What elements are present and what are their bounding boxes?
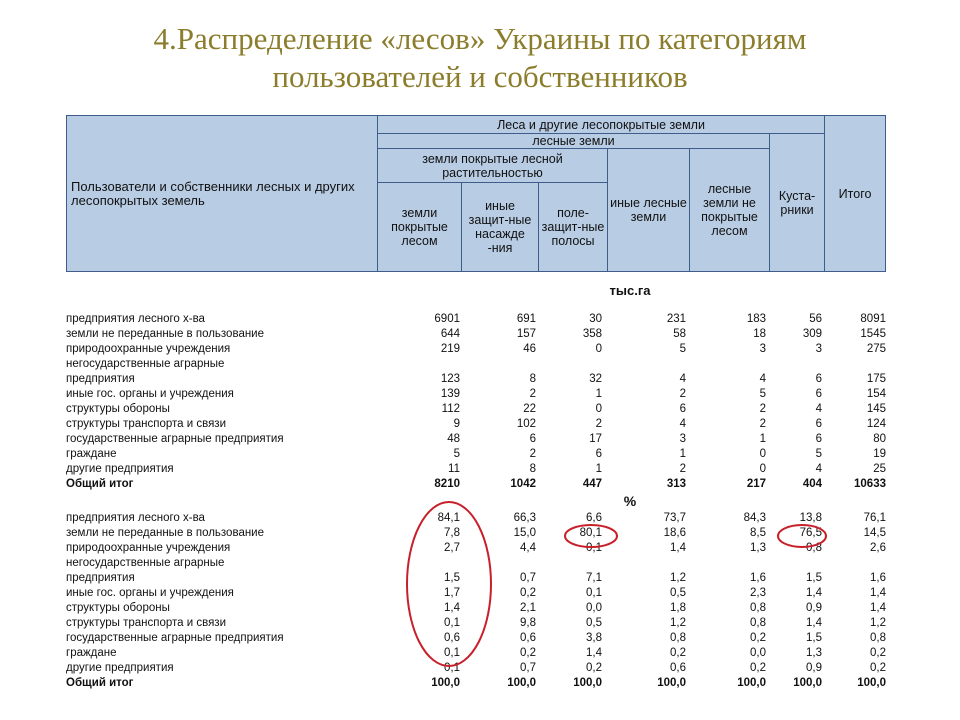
absolute-values-block xyxy=(66,312,888,492)
cell-value: 0,0 xyxy=(750,647,766,659)
cell-value: 219 xyxy=(440,343,460,355)
cell-value: 1,4 xyxy=(806,617,822,629)
table-row xyxy=(66,357,888,372)
cell-value: 7,1 xyxy=(586,572,602,584)
table-row xyxy=(66,601,888,616)
cell-value: 0,2 xyxy=(520,647,536,659)
header-protective-plantings: иные защит-ные насажде -ния xyxy=(462,183,539,272)
cell-value: 1,6 xyxy=(870,572,886,584)
cell-value: 8091 xyxy=(860,313,886,325)
cell-value: 100,0 xyxy=(573,677,602,689)
percent-label: % xyxy=(623,493,637,509)
cell-value: 154 xyxy=(866,388,886,400)
cell-value: 9,8 xyxy=(520,617,536,629)
table-row xyxy=(66,402,888,417)
header-shelterbelts: поле-защит-ные полосы xyxy=(539,183,608,272)
row-label: земли не переданные в пользование xyxy=(66,328,265,340)
cell-value: 14,5 xyxy=(863,527,886,539)
cell-value: 56 xyxy=(809,313,822,325)
cell-value: 0,1 xyxy=(586,542,602,554)
cell-value: 8 xyxy=(529,373,536,385)
cell-value: 1 xyxy=(679,448,686,460)
header-other-forest-lands: иные лесные земли xyxy=(608,149,690,272)
cell-value: 1,3 xyxy=(750,542,766,554)
cell-value: 8210 xyxy=(434,478,460,490)
table-row xyxy=(66,342,888,357)
cell-value: 1,3 xyxy=(806,647,822,659)
cell-value: 644 xyxy=(440,328,460,340)
cell-value: 0,2 xyxy=(520,587,536,599)
cell-value: 217 xyxy=(746,478,766,490)
cell-value: 7,8 xyxy=(444,527,460,539)
cell-value: 84,3 xyxy=(743,512,766,524)
row-label: предприятия xyxy=(66,572,135,584)
cell-value: 100,0 xyxy=(431,677,460,689)
cell-value: 2,7 xyxy=(444,542,460,554)
cell-value: 6,6 xyxy=(586,512,602,524)
table-row xyxy=(66,526,888,541)
cell-value: 11 xyxy=(448,463,460,475)
cell-value: 6901 xyxy=(434,313,460,325)
cell-value: 0,2 xyxy=(750,632,766,644)
cell-value: 5 xyxy=(679,343,686,355)
cell-value: 48 xyxy=(447,433,460,445)
cell-value: 0,5 xyxy=(586,617,602,629)
cell-value: 6 xyxy=(815,418,822,430)
cell-value: 313 xyxy=(666,478,686,490)
cell-value: 1,4 xyxy=(870,587,886,599)
cell-value: 4 xyxy=(679,418,686,430)
table-row xyxy=(66,462,888,477)
cell-value: 0,1 xyxy=(586,587,602,599)
cell-value: 2,6 xyxy=(870,542,886,554)
cell-value: 30 xyxy=(589,313,602,325)
cell-value: 1,6 xyxy=(750,572,766,584)
cell-value: 183 xyxy=(746,313,766,325)
cell-value: 4 xyxy=(815,463,822,475)
cell-value: 6 xyxy=(679,403,686,415)
cell-value: 1 xyxy=(595,463,602,475)
cell-value: 0 xyxy=(595,403,602,415)
cell-value: 100,0 xyxy=(793,677,822,689)
cell-value: 275 xyxy=(866,343,886,355)
row-label: негосударственные аграрные xyxy=(66,358,225,370)
cell-value: 76,1 xyxy=(863,512,886,524)
row-label: природоохранные учреждения xyxy=(66,542,231,554)
title-line-1: 4.Распределение «лесов» Украины по категориям xyxy=(153,21,807,56)
cell-value: 3 xyxy=(679,433,686,445)
cell-value: 1,2 xyxy=(870,617,886,629)
cell-value: 0,6 xyxy=(520,632,536,644)
cell-value: 1,7 xyxy=(444,587,460,599)
cell-value: 5 xyxy=(453,448,460,460)
cell-value: 13,8 xyxy=(799,512,822,524)
cell-value: 1,8 xyxy=(670,602,686,614)
cell-value: 0,2 xyxy=(586,662,602,674)
row-label: Общий итог xyxy=(66,677,134,689)
cell-value: 1,5 xyxy=(806,572,822,584)
cell-value: 0 xyxy=(759,463,766,475)
table-row xyxy=(66,676,888,691)
cell-value: 6 xyxy=(815,433,822,445)
cell-value: 100,0 xyxy=(737,677,766,689)
row-label: природоохранные учреждения xyxy=(66,343,231,355)
title-line-2: пользователей и собственников xyxy=(272,59,688,94)
cell-value: 1,4 xyxy=(806,587,822,599)
cell-value: 0,8 xyxy=(750,617,766,629)
cell-value: 5 xyxy=(759,388,766,400)
cell-value: 1,2 xyxy=(670,572,686,584)
cell-value: 18 xyxy=(753,328,766,340)
header-forest-lands: лесные земли xyxy=(378,134,770,149)
table-row xyxy=(66,556,888,571)
table-row xyxy=(66,661,888,676)
cell-value: 175 xyxy=(866,373,886,385)
cell-value: 8 xyxy=(529,463,536,475)
cell-value: 0,7 xyxy=(520,572,536,584)
cell-value: 4,4 xyxy=(520,542,536,554)
cell-value: 80 xyxy=(873,433,886,445)
cell-value: 73,7 xyxy=(663,512,686,524)
cell-value: 1,4 xyxy=(870,602,886,614)
cell-value: 66,3 xyxy=(513,512,536,524)
table-row xyxy=(66,447,888,462)
cell-value: 0 xyxy=(595,343,602,355)
cell-value: 0,7 xyxy=(520,662,536,674)
row-label: структуры обороны xyxy=(66,403,170,415)
cell-value: 0,2 xyxy=(870,647,886,659)
cell-value: 10633 xyxy=(854,478,886,490)
cell-value: 1545 xyxy=(860,328,886,340)
table-row xyxy=(66,312,888,327)
cell-value: 17 xyxy=(589,433,602,445)
cell-value: 5 xyxy=(815,448,822,460)
row-label: структуры обороны xyxy=(66,602,170,614)
cell-value: 0,2 xyxy=(670,647,686,659)
cell-value: 32 xyxy=(589,373,602,385)
cell-value: 0,9 xyxy=(806,602,822,614)
cell-value: 4 xyxy=(759,373,766,385)
header-covered-forest: земли покрытые лесом xyxy=(378,183,462,272)
cell-value: 4 xyxy=(815,403,822,415)
table-row xyxy=(66,477,888,492)
row-label: другие предприятия xyxy=(66,662,174,674)
row-label: иные гос. органы и учреждения xyxy=(66,388,234,400)
header-not-covered: лесные земли не покрытые лесом xyxy=(690,149,770,272)
cell-value: 112 xyxy=(441,403,460,415)
cell-value: 84,1 xyxy=(437,512,460,524)
cell-value: 1,2 xyxy=(670,617,686,629)
cell-value: 1,4 xyxy=(586,647,602,659)
row-label: структуры транспорта и связи xyxy=(66,418,226,430)
cell-value: 6 xyxy=(595,448,602,460)
cell-value: 76,5 xyxy=(799,527,822,539)
cell-value: 691 xyxy=(516,313,536,325)
cell-value: 2 xyxy=(679,463,686,475)
cell-value: 58 xyxy=(673,328,686,340)
cell-value: 2,3 xyxy=(750,587,766,599)
cell-value: 358 xyxy=(582,328,602,340)
table-row xyxy=(66,586,888,601)
cell-value: 3 xyxy=(815,343,822,355)
cell-value: 2 xyxy=(529,448,536,460)
cell-value: 0,6 xyxy=(670,662,686,674)
cell-value: 0,9 xyxy=(806,662,822,674)
cell-value: 46 xyxy=(523,343,536,355)
cell-value: 1 xyxy=(595,388,602,400)
cell-value: 0,2 xyxy=(870,662,886,674)
cell-value: 1 xyxy=(759,433,766,445)
cell-value: 404 xyxy=(802,478,822,490)
cell-value: 0,1 xyxy=(444,662,460,674)
table-row xyxy=(66,571,888,586)
cell-value: 1,4 xyxy=(670,542,686,554)
table-row xyxy=(66,432,888,447)
row-label: граждане xyxy=(66,448,117,460)
cell-value: 3,8 xyxy=(586,632,602,644)
row-label: государственные аграрные предприятия xyxy=(66,632,284,644)
cell-value: 145 xyxy=(866,403,886,415)
row-label: иные гос. органы и учреждения xyxy=(66,587,234,599)
table-row xyxy=(66,541,888,556)
cell-value: 2 xyxy=(679,388,686,400)
cell-value: 2,1 xyxy=(520,602,536,614)
cell-value: 6 xyxy=(815,388,822,400)
header-forests-and-other: Леса и другие лесопокрытые земли xyxy=(378,116,825,134)
row-label: граждане xyxy=(66,647,117,659)
cell-value: 0,1 xyxy=(444,617,460,629)
cell-value: 100,0 xyxy=(507,677,536,689)
row-label: предприятия лесного х-ва xyxy=(66,313,205,325)
table-row xyxy=(66,417,888,432)
cell-value: 22 xyxy=(523,403,536,415)
cell-value: 19 xyxy=(873,448,886,460)
cell-value: 4 xyxy=(679,373,686,385)
cell-value: 0,5 xyxy=(670,587,686,599)
table-row xyxy=(66,327,888,342)
table-row xyxy=(66,511,888,526)
cell-value: 0,2 xyxy=(750,662,766,674)
cell-value: 447 xyxy=(582,478,602,490)
cell-value: 0,6 xyxy=(444,632,460,644)
cell-value: 1,5 xyxy=(806,632,822,644)
cell-value: 6 xyxy=(529,433,536,445)
cell-value: 1,4 xyxy=(444,602,460,614)
cell-value: 25 xyxy=(873,463,886,475)
cell-value: 231 xyxy=(666,313,686,325)
cell-value: 6 xyxy=(815,373,822,385)
cell-value: 2 xyxy=(529,388,536,400)
cell-value: 3 xyxy=(759,343,766,355)
cell-value: 139 xyxy=(440,388,460,400)
cell-value: 2 xyxy=(595,418,602,430)
table-header xyxy=(66,115,886,272)
table-row xyxy=(66,646,888,661)
cell-value: 18,6 xyxy=(663,527,686,539)
header-total: Итого xyxy=(825,116,886,272)
cell-value: 1,5 xyxy=(444,572,460,584)
cell-value: 0,8 xyxy=(750,602,766,614)
cell-value: 80,1 xyxy=(579,527,602,539)
row-label: структуры транспорта и связи xyxy=(66,617,226,629)
slide-title xyxy=(0,20,960,96)
row-label: Общий итог xyxy=(66,478,134,490)
cell-value: 123 xyxy=(440,373,460,385)
row-label: предприятия лесного х-ва xyxy=(66,512,205,524)
cell-value: 157 xyxy=(516,328,536,340)
cell-value: 0,8 xyxy=(806,542,822,554)
cell-value: 8,5 xyxy=(750,527,766,539)
cell-value: 0,1 xyxy=(444,647,460,659)
table-row xyxy=(66,631,888,646)
row-label: негосударственные аграрные xyxy=(66,557,225,569)
cell-value: 309 xyxy=(802,328,822,340)
header-covered-vegetation: земли покрытые лесной растительностью xyxy=(378,149,608,183)
header-users-owners: Пользователи и собственники лесных и других лесопокрытых земель xyxy=(67,116,378,272)
row-label: земли не переданные в пользование xyxy=(66,527,265,539)
row-label: предприятия xyxy=(66,373,135,385)
cell-value: 1042 xyxy=(510,478,536,490)
cell-value: 124 xyxy=(866,418,886,430)
cell-value: 0,0 xyxy=(586,602,602,614)
cell-value: 2 xyxy=(759,403,766,415)
cell-value: 100,0 xyxy=(857,677,886,689)
cell-value: 0,8 xyxy=(870,632,886,644)
cell-value: 15,0 xyxy=(513,527,536,539)
row-label: другие предприятия xyxy=(66,463,174,475)
header-shrubs: Куста-рники xyxy=(770,134,825,272)
cell-value: 0,8 xyxy=(670,632,686,644)
table-row xyxy=(66,616,888,631)
cell-value: 102 xyxy=(516,418,536,430)
cell-value: 2 xyxy=(759,418,766,430)
cell-value: 100,0 xyxy=(657,677,686,689)
unit-label: тыс.га xyxy=(609,283,651,298)
table-row xyxy=(66,387,888,402)
row-label: государственные аграрные предприятия xyxy=(66,433,284,445)
percent-values-block xyxy=(66,511,888,691)
table-row xyxy=(66,372,888,387)
cell-value: 0 xyxy=(759,448,766,460)
cell-value: 9 xyxy=(453,418,460,430)
